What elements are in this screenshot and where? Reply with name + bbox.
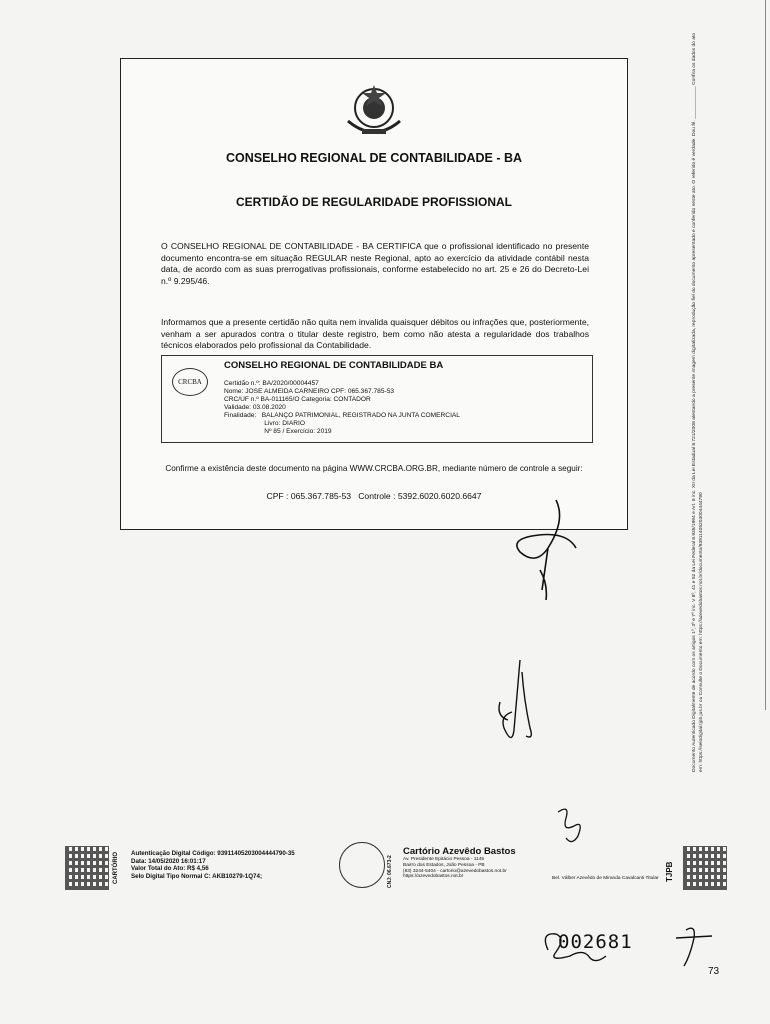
auth-line: Valor Total do Ato: R$ 4,56 [131, 865, 209, 873]
tjpb-label: TJPB [665, 861, 674, 882]
notary-stamp [65, 840, 725, 890]
council-header: CONSELHO REGIONAL DE CONTABILIDADE - BA [225, 151, 523, 165]
notary-signer: Bel. Válber Azevêdo de Miranda Cavalcanti Titular [552, 876, 659, 881]
office-line: Bairro dos Estados, João Pessoa - PB [403, 862, 485, 868]
authentication-margin-note: Documento Autenticado Digitalmente de acordo com os artigos 1º, 3º e 7º inc. V 8º, 41 e 52 da Lei Federal 8.935/1994 e Art. 8 inc. XII da Lei Estadual 8.721/2008 atestando a presente imagem digitalizada, reprodução fiel do documento apresentado e conferido neste ato. O referido é verdade. Dou fé. ____________ Confira os dados do ato em: https://selodigital.tjpb.jus.br ou Consulte o Documento em: https://azevedobastos.not.br/documento/93911405203004444790 [692, 32, 704, 772]
office-line: (83) 3244-5404 - cartorio@azevedobastos.not.br [403, 868, 507, 874]
office-line: https://azevedobastos.not.br [403, 874, 464, 880]
crcba-seal-icon: CRCBA [172, 368, 208, 396]
detail-line: Nº 85 / Exercício: 2019 [224, 428, 332, 435]
auth-line: Data: 14/05/2020 16:01:17 [131, 857, 206, 865]
certification-paragraph: O CONSELHO REGIONAL DE CONTABILIDADE - BA CERTIFICA que o profissional identificado no presente documento encontra-se em situação REGULAR neste Regional, apto ao exercício da atividade contábil nesta data, de acordo com as suas prerrogativas profissionais, conforme estabelecido no art. 25 e 26 do Decreto-Lei n.º 9.295/46. [161, 241, 589, 286]
certificate-title: CERTIDÃO DE REGULARIDADE PROFISSIONAL [235, 195, 512, 209]
office-line: Av. Presidente Epitácio Pessoa - 1145 [403, 857, 485, 862]
handwritten-page-number: 002681 [558, 931, 633, 953]
registration-box-title: CONSELHO REGIONAL DE CONTABILIDADE BA [224, 360, 444, 371]
auth-line: Selo Digital Tipo Normal C: AKB10279-1Q74; [131, 872, 263, 880]
detail-line: Validade: 03.08.2020 [224, 404, 286, 411]
qr-code-icon [683, 846, 727, 890]
notary-office-name: Cartório Azevêdo Bastos [403, 846, 516, 857]
page-number: 73 [708, 966, 720, 977]
notary-office-details [403, 857, 516, 880]
detail-line: Finalidade: BALANÇO PATRIMONIAL, REGISTRADO NA JUNTA COMERCIAL [224, 412, 460, 419]
notary-office [403, 846, 516, 880]
detail-line: CRC/UF n.º BA-011165/O Categoria: CONTADOR [224, 396, 371, 403]
cnj-label: CNJ: 06.673-2 [387, 855, 393, 888]
authentication-block [131, 850, 295, 880]
auth-line: Autenticação Digital Código: 93911405203004444790-35 [131, 850, 295, 857]
coat-of-arms-icon [339, 842, 385, 888]
detail-line: Nome: JOSE ALMEIDA CARNEIRO CPF: 065.367.785-53 [224, 388, 395, 395]
qr-code-icon [65, 846, 109, 890]
cartorio-label: CARTÓRIO [113, 852, 119, 884]
control-codes: CPF : 065.367.785-53 Controle : 5392.6020.6020.6647 [266, 491, 482, 501]
confirmation-text: Confirme a existência deste documento na página WWW.CRCBA.ORG.BR, mediante número de controle a seguir: [165, 464, 583, 473]
detail-line: Livro: DIARIO [224, 420, 305, 427]
disclaimer-paragraph: Informamos que a presente certidão não quita nem invalida quaisquer débitos ou infrações que, posteriormente, venham a ser apurados contra o titular deste registro, bem como não atesta a regularidade dos trabalhos técnicos elaborados pelo profissional da Contabilidade. [161, 317, 589, 350]
detail-line: Certidão n.º: BA/2020/00004457 [224, 380, 319, 387]
